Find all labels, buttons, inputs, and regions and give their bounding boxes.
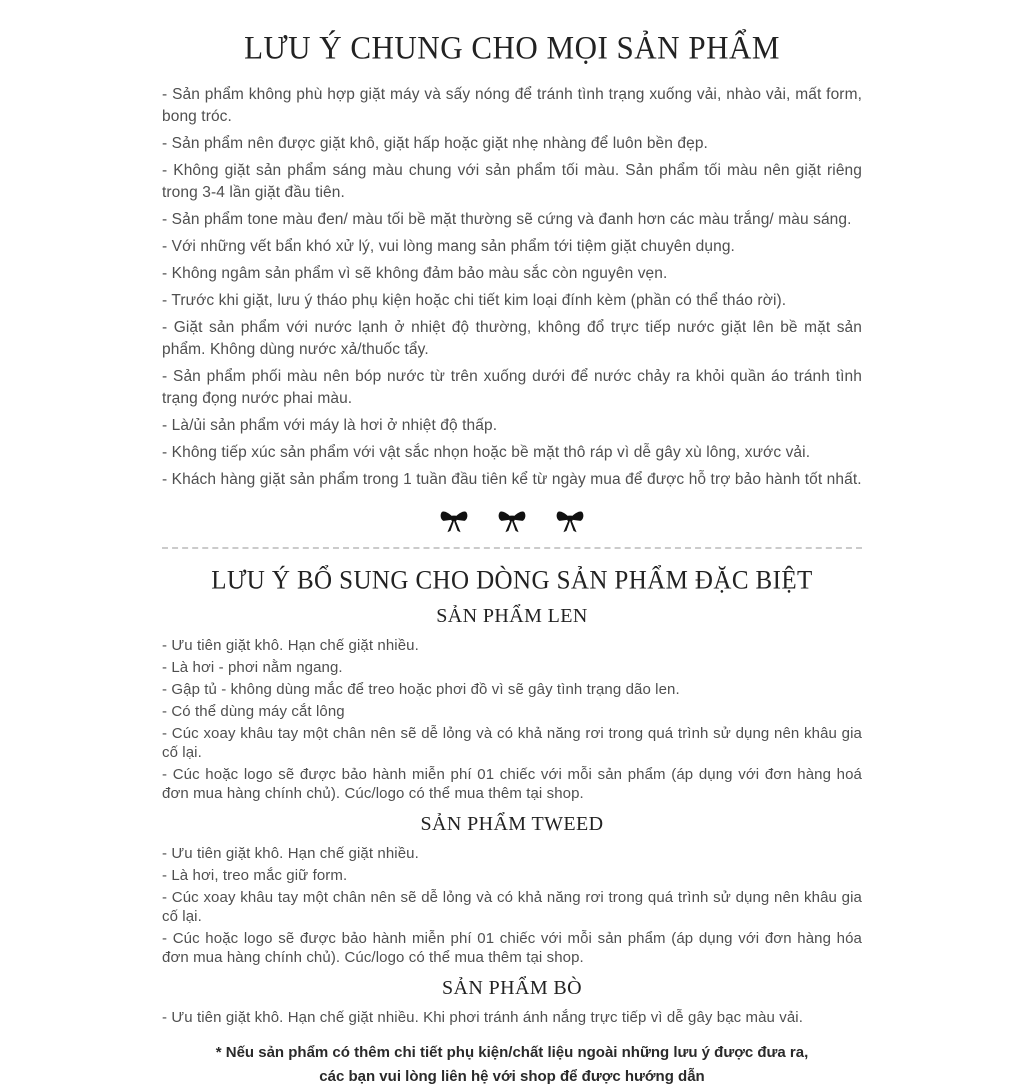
bullet-item: - Không giặt sản phẩm sáng màu chung với sản phẩm tối màu. Sản phẩm tối màu nên giặt riêng trong 3-4 lần giặt đầu tiên. <box>162 162 862 201</box>
general-section-title: LƯU Ý CHUNG CHO MỌI SẢN PHẨM <box>244 29 780 66</box>
footer-line: các bạn vui lòng liên hệ với shop để được hướng dẫn <box>319 1068 705 1085</box>
bullet-item: - Là/ủi sản phẩm với máy là hơi ở nhiệt độ thấp. <box>162 417 498 434</box>
bullet-item: - Là hơi, treo mắc giữ form. <box>162 867 348 884</box>
bullet-item: - Khách hàng giặt sản phẩm trong 1 tuần đầu tiên kể từ ngày mua để được hỗ trợ bảo hành tốt nhất. <box>162 471 862 488</box>
bow-ribbon-icon <box>439 507 469 535</box>
subsection-title-len: SẢN PHẨM LEN <box>436 605 588 627</box>
bow-ribbon-icon <box>497 507 527 535</box>
bullet-item: - Ưu tiên giặt khô. Hạn chế giặt nhiều. Khi phơi tránh ánh nắng trực tiếp vì dễ gây bạc màu vải. <box>162 1009 803 1026</box>
len-bullet-list <box>162 636 862 803</box>
dashed-divider <box>162 547 862 549</box>
footer-note <box>162 1041 862 1089</box>
subsection-title-bo: SẢN PHẨM BÒ <box>442 977 582 999</box>
bullet-item: - Cúc xoay khâu tay một chân nên sẽ dễ lỏng và có khả năng rơi trong quá trình sử dụng nên khâu gia cố lại. <box>162 889 862 925</box>
general-bullet-list <box>162 84 862 491</box>
bo-bullet-list <box>162 1008 862 1027</box>
subsection-title-tweed: SẢN PHẨM TWEED <box>420 813 604 835</box>
bullet-item: - Không ngâm sản phẩm vì sẽ không đảm bảo màu sắc còn nguyên vẹn. <box>162 265 668 282</box>
bullet-item: - Có thể dùng máy cắt lông <box>162 703 345 720</box>
bullet-item: - Ưu tiên giặt khô. Hạn chế giặt nhiều. <box>162 637 419 654</box>
bullet-item: - Giặt sản phẩm với nước lạnh ở nhiệt độ thường, không đổ trực tiếp nước giặt lên bề mặt sản phẩm. Không dùng nước xả/thuốc tẩy. <box>162 319 862 358</box>
bullet-item: - Sản phẩm phối màu nên bóp nước từ trên xuống dưới để nước chảy ra khỏi quần áo tránh tình trạng đọng nước phai màu. <box>162 368 862 407</box>
bullet-item: - Cúc xoay khâu tay một chân nên sẽ dễ lỏng và có khả năng rơi trong quá trình sử dụng nên khâu gia cố lại. <box>162 725 862 761</box>
bow-ribbon-icon <box>555 507 585 535</box>
bullet-item: - Cúc hoặc logo sẽ được bảo hành miễn phí 01 chiếc với mỗi sản phẩm (áp dụng với đơn hàng hoá đơn mua hàng chính chủ). Cúc/logo có thể mua thêm tại shop. <box>162 766 862 802</box>
special-section-title: LƯU Ý BỔ SUNG CHO DÒNG SẢN PHẨM ĐẶC BIỆT <box>211 566 813 595</box>
bullet-item: - Sản phẩm tone màu đen/ màu tối bề mặt thường sẽ cứng và đanh hơn các màu trắng/ màu sáng. <box>162 211 852 228</box>
tweed-bullet-list <box>162 844 862 967</box>
bow-divider <box>162 507 862 535</box>
bullet-item: - Gập tủ - không dùng mắc để treo hoặc phơi đồ vì sẽ gây tình trạng dão len. <box>162 681 680 698</box>
content-column <box>162 0 862 1089</box>
bullet-item: - Cúc hoặc logo sẽ được bảo hành miễn phí 01 chiếc với mỗi sản phẩm (áp dụng với đơn hàng hóa đơn mua hàng chính chủ). Cúc/logo có thể mua thêm tại shop. <box>162 930 862 966</box>
bullet-item: - Là hơi - phơi nằm ngang. <box>162 659 343 676</box>
bullet-item: - Không tiếp xúc sản phẩm với vật sắc nhọn hoặc bề mặt thô ráp vì dễ gây xù lông, xước vải. <box>162 444 811 461</box>
bullet-item: - Sản phẩm nên được giặt khô, giặt hấp hoặc giặt nhẹ nhàng để luôn bền đẹp. <box>162 135 708 152</box>
bullet-item: - Ưu tiên giặt khô. Hạn chế giặt nhiều. <box>162 845 419 862</box>
footer-line: * Nếu sản phẩm có thêm chi tiết phụ kiện/chất liệu ngoài những lưu ý được đưa ra, <box>215 1044 809 1061</box>
bullet-item: - Với những vết bẩn khó xử lý, vui lòng mang sản phẩm tới tiệm giặt chuyên dụng. <box>162 238 735 255</box>
bullet-item: - Trước khi giặt, lưu ý tháo phụ kiện hoặc chi tiết kim loại đính kèm (phần có thể tháo rời). <box>162 292 787 309</box>
bullet-item: - Sản phẩm không phù hợp giặt máy và sấy nóng để tránh tình trạng xuống vải, nhào vải, mất form, bong tróc. <box>162 86 862 125</box>
